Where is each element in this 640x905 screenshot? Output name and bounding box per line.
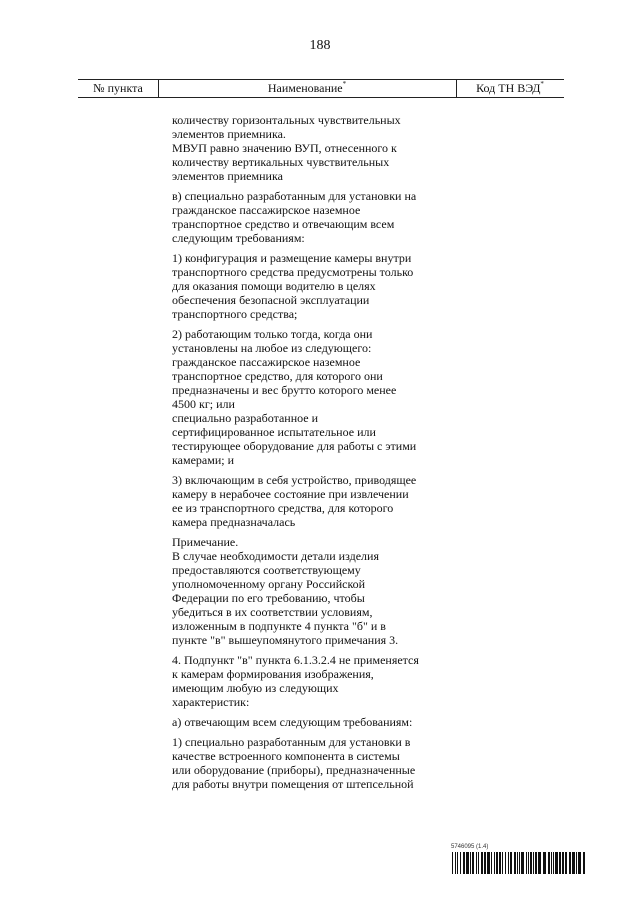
paragraph: 1) конфигурация и размещение камеры внутри транспортного средства предусмотрены только для оказания помощи водителю в целях обеспечения безопасной эксплуатации транспортного средства; xyxy=(172,251,414,321)
paragraph: 2) работающим только тогда, когда они установлены на любое из следующего: гражданское пассажирское наземное транспортное средство, для которого они предназначены и вес брутто которого менее 4500 кг; или специально разработанное и сертифицированное испытательное или тестирующее оборудование для работы с этими камерами; и xyxy=(172,327,417,467)
barcode-image xyxy=(452,852,586,874)
paragraph: Примечание. В случае необходимости детали изделия предоставляются соответствующему уполномоченному органу Российской Федерации по его требованию, чтобы убедиться в их соответствии условиям, изложенным в подпункте 4 пункта "б" и в пункте "в" вышеупомянутого примечания 3. xyxy=(172,535,399,647)
column-header-item-no: № пункта xyxy=(93,81,143,95)
barcode-caption: 5746095 (1.4) xyxy=(451,844,489,850)
paragraph: 1) специально разработанным для установки в качестве встроенного компонента в системы или оборудование (приборы), предназначенные для работы внутри помещения от штепсельной xyxy=(172,735,416,791)
table-header xyxy=(78,80,564,97)
column-header-code-text: Код ТН ВЭД xyxy=(476,81,541,95)
footnote-mark: * xyxy=(540,80,544,88)
column-header-name-text: Наименование xyxy=(267,81,343,95)
table-header-bottom-rule xyxy=(78,97,564,98)
paragraph: 4. Подпункт "в" пункта 6.1.3.2.4 не применяется к камерам формирования изображения, имеющим любую из следующих характеристик: xyxy=(172,653,419,709)
footnote-mark: * xyxy=(342,80,347,88)
paragraph: в) специально разработанным для установки на гражданское пассажирское наземное транспортное средство и отвечающим всем следующим требованиям: xyxy=(172,189,417,245)
paragraph: а) отвечающим всем следующим требованиям: xyxy=(172,715,413,729)
column-header-code xyxy=(456,80,564,97)
paragraph: 3) включающим в себя устройство, приводящее камеру в нерабочее состояние при извлечении ее из транспортного средства, для которого камера предназначалась xyxy=(172,473,417,529)
paragraph: количеству горизонтальных чувствительных элементов приемника. МВУП равно значению ВУП, отнесенного к количеству вертикальных чувствительных элементов приемника xyxy=(172,113,401,183)
page-number: 188 xyxy=(309,38,331,53)
name-column-content xyxy=(172,113,440,797)
column-header-name xyxy=(158,80,456,97)
